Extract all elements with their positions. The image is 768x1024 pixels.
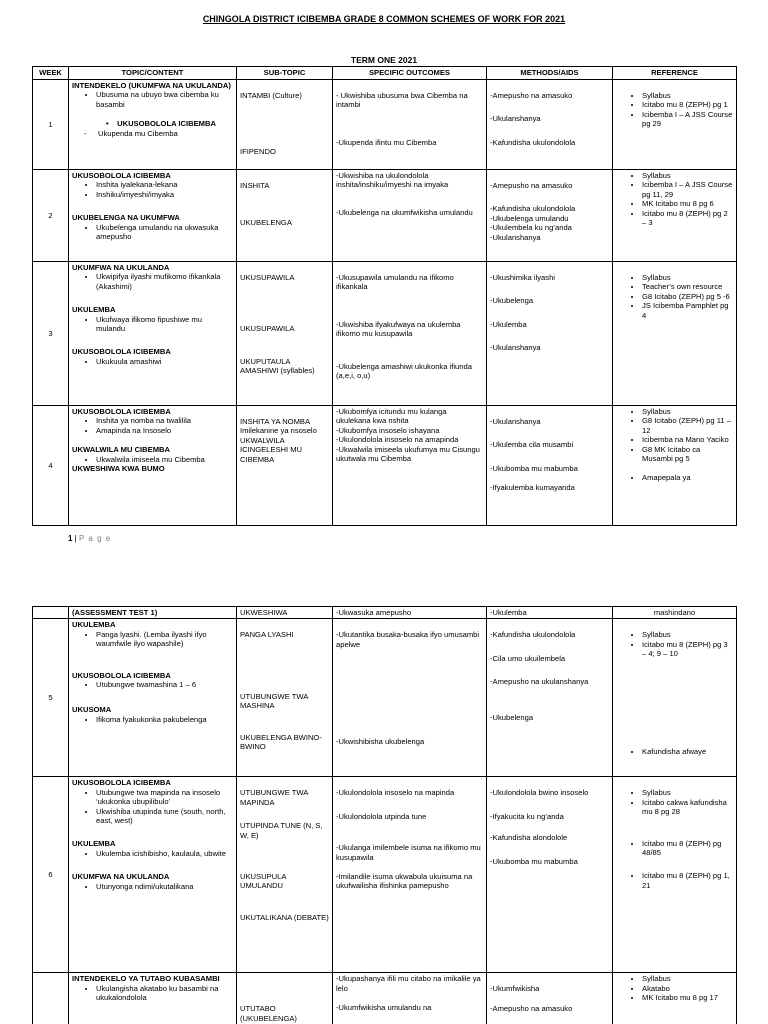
list-item: • G8 Icitabo (ZEPH) pg 11 – 12	[642, 416, 733, 435]
list-item: • Icibemba I – A JSS Course pg 29	[642, 110, 733, 129]
scheme-table-page-2	[32, 606, 737, 1024]
topic-heading: UKUSOBOLOLA ICIBEMBA	[72, 778, 171, 788]
list-item: • Icitabo mu 8 (ZEPH) pg 2 – 3	[642, 209, 733, 228]
outcome-text: -Ukupashanya ifili mu citabo na imikalile ya lelo	[336, 974, 481, 993]
method-text: -Ukulemba	[490, 319, 527, 329]
outcome-text: - Ukwishiba ubusuma bwa Cibemba na intambi	[336, 91, 468, 110]
list-item: • G8 Icitabo (ZEPH) pg 5 -6	[642, 292, 733, 301]
subtopic-text: INSHITA YA NOMBA	[240, 417, 311, 426]
methods-cell	[487, 777, 613, 973]
method-text: -Ukulanshanya	[490, 417, 541, 426]
method-text: -Ukubelenga	[490, 712, 534, 722]
subtopic-text: INSHITA	[240, 181, 270, 190]
topic-heading: UKUSOBOLOLA ICIBEMBA	[72, 407, 171, 416]
topic-cell	[69, 973, 237, 1024]
reference-cell	[613, 406, 737, 526]
outcomes-cell	[333, 406, 487, 526]
list-item: • Ukukuula amashiwi	[96, 357, 233, 366]
method-text: -Amepusho na amasuko	[490, 91, 573, 100]
outcome-text: -Ukutantika busaka-busaka ifyo umusambi apelwe	[336, 630, 480, 649]
subtopic-text: UKUBELENGA BWINO-BWINO	[240, 732, 322, 752]
page-number: 1	[68, 534, 73, 543]
list-item: • Ukulangisha akatabo ku basambi na ukukalondolola	[96, 984, 233, 1003]
scheme-table-page-1	[32, 66, 737, 526]
method-text: -Amepusho na amasuko	[490, 181, 573, 190]
table-row	[33, 406, 737, 526]
list-item: - Ukupenda mu Cibemba	[98, 129, 233, 138]
subtopic-cell	[237, 262, 333, 406]
week-cell	[33, 973, 69, 1024]
topic-cell	[69, 777, 237, 973]
subtopic-text: UKUTALIKANA (DEBATE)	[240, 912, 329, 922]
subtopic-text: PANGA LYASHI	[240, 630, 294, 640]
subtopic-text: UTUBUNGWE TWA MASHINA	[240, 691, 308, 711]
list-item: • Syllabus	[642, 171, 733, 180]
reference-cell	[613, 170, 737, 262]
method-text: -Amepusho na amasuko	[490, 1003, 573, 1013]
topic-heading: UKULEMBA	[72, 839, 116, 849]
outcomes-cell	[333, 619, 487, 777]
table-row	[33, 80, 737, 170]
document-page-2	[0, 606, 768, 1024]
list-item: • Ifikoma fyakukonka pakubelenga	[96, 715, 233, 724]
list-item: • Icitabo mu 8 (ZEPH) pg 48/85	[642, 839, 733, 858]
subtopic-cell	[237, 406, 333, 526]
outcome-text: -Ukumfwikisha umulandu na	[336, 1003, 432, 1013]
outcome-text: -Ukulondolola insoselo na mapinda	[336, 788, 455, 798]
reference-cell	[613, 262, 737, 406]
reference-cell	[613, 80, 737, 170]
outcome-text: -Ukusupawila umulandu na ifikomo ifikankala	[336, 273, 454, 292]
topic-cell	[69, 406, 237, 526]
header-outcomes: SPECIFIC OUTCOMES	[333, 67, 487, 80]
outcome-text: -Ukwishiba na ukulondolola inshita/inshiku/imyeshi na imyaka	[336, 171, 449, 190]
subtopic-text: UKUPUTAULA AMASHIWI (syllables)	[240, 356, 315, 376]
header-topic: TOPIC/CONTENT	[69, 67, 237, 80]
list-item: • Teacher’s own resource	[642, 282, 733, 291]
table-header-row	[33, 67, 737, 80]
method-text: -Ukubelenga umulandu	[490, 213, 569, 223]
outcomes-cell	[333, 80, 487, 170]
subtopic-text: INTAMBI (Culture)	[240, 91, 302, 100]
list-item: • Amapinda na Insoselo	[96, 426, 233, 435]
method-text: -Ukulondolola bwino insoselo	[490, 788, 589, 798]
topic-heading: INTENDEKELO YA TUTABO KUBASAMBI	[72, 974, 220, 984]
method-text: -Kafundisha ukulondolola	[490, 204, 576, 214]
methods-cell	[487, 262, 613, 406]
method-text: -Ukubomba mu mabumba	[490, 463, 578, 473]
outcome-text: -Ukwalwila imiseela ukufumya mu Cisungu ukutwala mu Cibemba	[336, 444, 480, 464]
outcome-text: -Ukubelenga amashiwi ukukonka ifiunda (a,e,i, o,u)	[336, 361, 472, 381]
table-row	[33, 777, 737, 973]
method-text: -Ukulanshanya	[490, 114, 541, 124]
methods-cell: -Ukulemba	[487, 607, 613, 619]
week-cell: 5	[33, 619, 69, 777]
subtopic-cell	[237, 619, 333, 777]
list-item: • Ukubelenga umulandu na ukwasuka amepusho	[96, 223, 233, 242]
outcome-text: -Ukulanga imilembele isuma na ifikomo mu kusupawila	[336, 843, 481, 862]
subtopic-text: UKUSUPULA UMULANDU	[240, 872, 286, 891]
subtopic-text: UKWALWILA ICINGELESHI MU CIBEMBA	[240, 435, 303, 464]
reference-cell	[613, 619, 737, 777]
week-cell: 4	[33, 406, 69, 526]
outcome-text: -Ukwishibisha ukubelenga	[336, 737, 425, 747]
list-item: • MK Icitabo mu 8 pg 17	[642, 993, 733, 1002]
method-text: -Ukulembela ku ng’anda	[490, 223, 572, 233]
list-item: • Syllabus	[642, 974, 733, 983]
header-subtopic: SUB-TOPIC	[237, 67, 333, 80]
topic-cell	[69, 170, 237, 262]
list-item: • Ubusuma na ubuyo bwa cibemba ku basambi	[96, 90, 233, 109]
page-label: P a g e	[78, 534, 112, 543]
week-cell: 2	[33, 170, 69, 262]
list-item: • Icitabo mu 8 (ZEPH) pg 3 – 4; 9 – 10	[642, 640, 733, 659]
topic-heading: INTENDEKELO (UKUMFWA NA UKULANDA)	[72, 81, 231, 90]
outcome-text: -Ukulondolola utpinda tune	[336, 811, 427, 821]
week-cell: 1	[33, 80, 69, 170]
list-item: • Ukwishiba utupinda tune (south, north, east, west)	[96, 807, 233, 826]
list-item: • Syllabus	[642, 630, 733, 639]
list-item: • Inshita ya nomba na twalilila	[96, 416, 233, 425]
subtopic-text: UTUTABO (UKUBELENGA)	[240, 1004, 297, 1023]
subtopic-text: UKUBELENGA	[240, 218, 292, 228]
outcomes-cell	[333, 170, 487, 262]
reference-cell	[613, 777, 737, 973]
method-text: -Kafundisha ukulondolola	[490, 137, 576, 147]
topic-cell	[69, 262, 237, 406]
list-item: • JS Icibemba Pamphlet pg 4	[642, 301, 733, 320]
topic-cell	[69, 619, 237, 777]
topic-heading: UKUSOBOLOLA ICIBEMBA	[72, 347, 171, 357]
list-item: • Syllabus	[642, 91, 733, 100]
method-text: -Ukulanshanya	[490, 343, 541, 353]
list-item: • Utunyonga ndimi/ukutalikana	[96, 882, 233, 891]
list-item: • Panga lyashi. (Lemba ilyashi ifyo waumfwile ilyo wapashile)	[96, 630, 233, 649]
topic-heading: UKULEMBA	[72, 305, 116, 315]
topic-heading: UKUSOBOLOLA ICIBEMBA	[72, 171, 171, 180]
list-item: • Syllabus	[642, 788, 733, 797]
topic-heading: UKULEMBA	[72, 620, 116, 630]
methods-cell	[487, 619, 613, 777]
method-text: -Ukubelenga	[490, 296, 534, 306]
table-row	[33, 262, 737, 406]
topic-heading: UKUSOMA	[72, 705, 112, 715]
list-item: • Icibemba I – A JSS Course pg 11, 29	[642, 180, 733, 199]
list-item: • Icitabo mu 8 (ZEPH) pg 1, 21	[642, 871, 733, 890]
list-item: • Icitabo mu 8 (ZEPH) pg 1	[642, 100, 733, 109]
header-week: WEEK	[33, 67, 69, 80]
list-item: • Utubungwe twamashina 1 – 6	[96, 680, 233, 689]
table-row	[33, 973, 737, 1024]
subtopic-cell	[237, 777, 333, 973]
method-text: -Ifyakulemba kumayanda	[490, 483, 575, 493]
topic-heading: • UKUSOBOLOLA ICIBEMBA	[106, 119, 216, 129]
outcomes-cell: -Ukwasuka amepusho	[333, 607, 487, 619]
method-text: -Ukubomba mu mabumba	[490, 856, 578, 866]
list-item: • Icitabo cakwa kafundisha mu 8 pg 28	[642, 798, 733, 817]
list-item: • Syllabus	[642, 407, 733, 416]
topic-heading: (ASSESSMENT TEST 1)	[72, 608, 158, 617]
outcomes-cell	[333, 973, 487, 1024]
outcomes-cell	[333, 777, 487, 973]
list-item: • Ukulemba icishibisho, kaulaula, ubwite	[96, 849, 233, 858]
subtopic-text: IFIPENDO	[240, 147, 276, 157]
week-cell	[33, 607, 69, 619]
methods-cell	[487, 170, 613, 262]
outcome-text: -Ukulondolola insoselo na amapinda	[336, 435, 459, 445]
method-text: -Amepusho na ukulanshanya	[490, 677, 589, 687]
outcomes-cell	[333, 262, 487, 406]
list-item: • Syllabus	[642, 273, 733, 282]
subtopic-text: Imilekanine ya nsoselo	[240, 426, 317, 436]
topic-heading: UKUBELENGA NA UKUMFWA	[72, 213, 180, 223]
table-row	[33, 170, 737, 262]
method-text: -Ukulanshanya	[490, 232, 541, 242]
subtopic-text: UKUSUPAWILA	[240, 273, 295, 282]
subtopic-cell	[237, 170, 333, 262]
method-text: -Ifyakucita ku ng’anda	[490, 811, 564, 821]
document-title: CHINGOLA DISTRICT ICIBEMBA GRADE 8 COMMON SCHEMES OF WORK FOR 2021	[202, 14, 566, 24]
method-text: -Kafundisha ukulondolola	[490, 630, 576, 640]
method-text: -Ukumfwikisha	[490, 984, 540, 994]
topic-cell	[69, 607, 237, 619]
method-text: -Cila umo ukuilembela	[490, 653, 566, 663]
topic-heading: UKWALWILA MU CIBEMBA	[72, 445, 171, 455]
topic-heading: UKUMFWA NA UKULANDA	[72, 872, 170, 882]
header-reference: REFERENCE	[613, 67, 737, 80]
list-item: • Kafundisha afwaye	[642, 747, 733, 756]
methods-cell	[487, 80, 613, 170]
outcome-text: -Ukubomfya icitundu mu kulanga ukulekana kwa nshita	[336, 407, 447, 426]
reference-cell: mashindano	[613, 607, 737, 619]
reference-cell	[613, 973, 737, 1024]
table-row	[33, 619, 737, 777]
subtopic-text: UTUPINDA TUNE (N, S, W, E)	[240, 821, 323, 840]
subtopic-cell: UKWESHIWA	[237, 607, 333, 619]
list-item: • MK Icitabo mu 8 pg 6	[642, 199, 733, 208]
list-item: • Ukwipifya ilyashi mufikomo ifikankala (Akashimi)	[96, 272, 233, 291]
methods-cell	[487, 973, 613, 1024]
subtopic-text: UKUSUPAWILA	[240, 324, 295, 334]
page-footer: 1 | P a g e	[68, 534, 112, 543]
list-item: • Ukufwaya ifikomo fipushiwe mu mulandu	[96, 315, 233, 334]
outcome-text: -Ukupenda ifintu mu Cibemba	[336, 137, 437, 147]
header-methods: METHODS/AIDS	[487, 67, 613, 80]
subtopic-cell	[237, 973, 333, 1024]
page-gap	[0, 560, 768, 606]
topic-cell	[69, 80, 237, 170]
subtopic-cell	[237, 80, 333, 170]
list-item: • Utubungwe twa mapinda na insoselo ‘ukukonka ubupilibulo’	[96, 788, 233, 807]
method-text: -Ukushimika ilyashi	[490, 273, 555, 282]
list-item: • Amapepala ya	[642, 473, 733, 482]
outcome-text: -Imilandile isuma ukwabula ukuisuma na ukufwailisha ifishinka pamepusho	[336, 872, 473, 891]
topic-heading: UKUMFWA NA UKULANDA	[72, 263, 170, 272]
topic-heading: UKWESHIWA KWA BUMO	[72, 464, 165, 474]
list-item: • Inshita iyalekana-lekana	[96, 180, 233, 189]
week-cell: 6	[33, 777, 69, 973]
list-item: • Icibemba na Mano Yaciko	[642, 435, 733, 444]
list-item: • Ukwalwila imiseela mu Cibemba	[96, 455, 233, 464]
list-item: • Akatabo	[642, 984, 733, 993]
outcome-text: -Ukubomfya insoselo ishayana	[336, 425, 440, 435]
week-cell: 3	[33, 262, 69, 406]
list-item: • G8 MK Icitabo ca Musambi pg 5	[642, 445, 733, 464]
methods-cell	[487, 406, 613, 526]
term-heading: TERM ONE 2021	[350, 55, 418, 65]
table-row	[33, 607, 737, 619]
outcome-text: -Ukwishiba ifyakufwaya na ukulemba ifikomo mu kusupawila	[336, 319, 461, 339]
list-item: • Inshiku/imyeshi/imyaka	[96, 190, 233, 199]
subtopic-text: UTUBUNGWE TWA MAPINDA	[240, 788, 308, 807]
topic-heading: UKUSOBOLOLA ICIBEMBA	[72, 670, 171, 680]
method-text: -Kafundisha alondolole	[490, 833, 568, 843]
method-text: -Ukulemba cila musambi	[490, 440, 574, 450]
outcome-text: -Ukubelenga na ukumfwikisha umulandu	[336, 207, 473, 217]
